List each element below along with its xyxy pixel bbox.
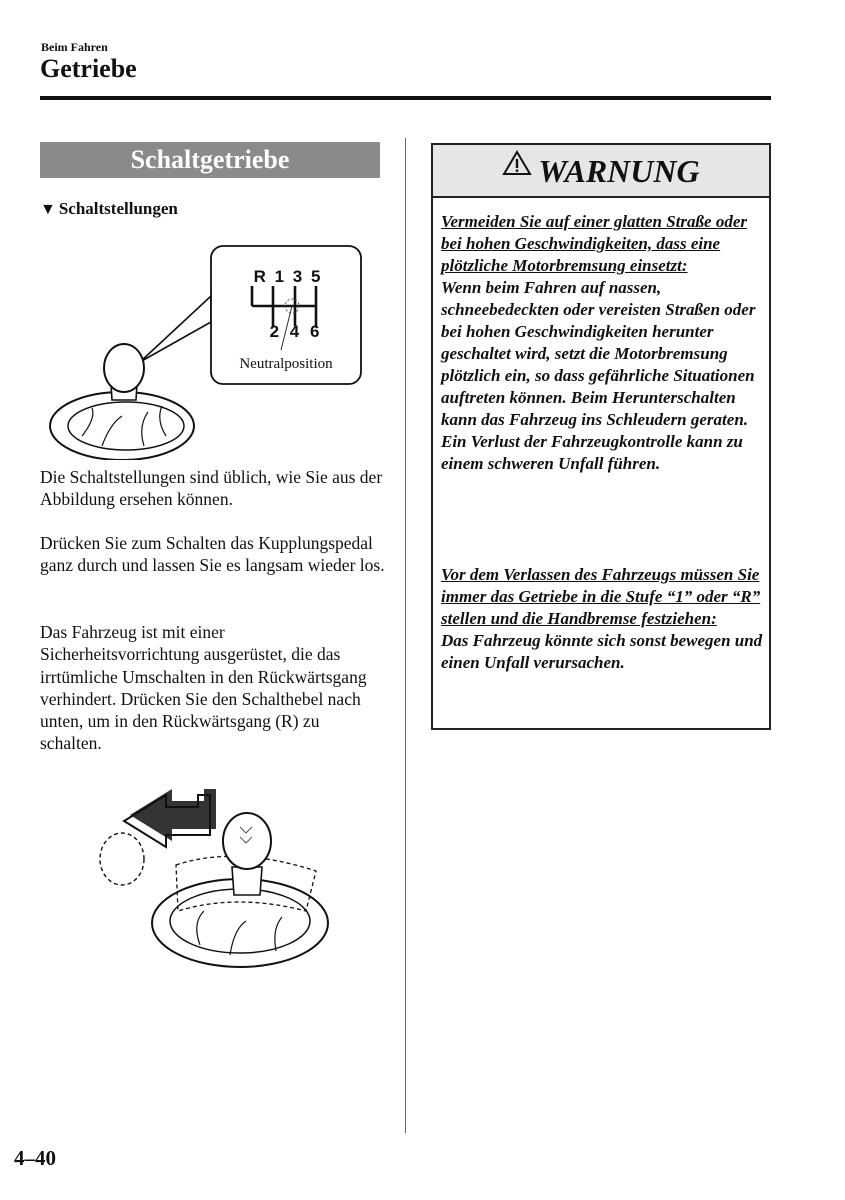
warning-item-body: Das Fahrzeug könnte sich sonst bewegen und einen Unfall verursachen. — [441, 631, 763, 672]
shift-knob — [223, 813, 271, 869]
reverse-gear-figure — [90, 775, 330, 975]
column-divider — [405, 138, 406, 1133]
shift-knob — [104, 344, 144, 392]
warning-item — [441, 211, 766, 475]
gear-top-labels: R 1 3 5 — [253, 267, 323, 286]
callout-pointer — [140, 296, 211, 362]
page-number: 4–40 — [14, 1146, 56, 1170]
warning-item-heading: Vermeiden Sie auf einer glatten Straße oder bei hohen Geschwindigkeiten, dass eine plötzliche Motorbremsung einsetzt: — [441, 212, 747, 275]
running-header-section: Beim Fahren — [41, 40, 108, 54]
warning-item-body: Wenn beim Fahren auf nassen, schneebedeckten oder vereisten Straßen oder bei hohen Geschwindigkeiten herunter geschaltet wird, setzt die Motorbremsung plötzlich ein, so dass gefährliche Situationen auftreten können. Beim Herunterschalten kann das Fahrzeug ins Schleudern geraten. Ein Verlust der Fahrzeugkontrolle kann zu einem schweren Unfall führen. — [441, 278, 756, 473]
shift-lever-shaft — [232, 867, 262, 895]
warning-header — [433, 145, 769, 198]
subsection-marker: ▼ — [40, 201, 56, 218]
section-title-bar: Schaltgetriebe — [40, 142, 380, 178]
shift-boot-inner — [170, 889, 310, 953]
body-paragraph: Die Schaltstellungen sind üblich, wie Sie aus der Abbildung ersehen können. — [40, 467, 383, 510]
body-paragraph: Das Fahrzeug ist mit einer Sicherheitsvorrichtung ausgerüstet, die das irrtümliche Umschalten in den Rückwärtsgang verhindert. Drücken Sie den Schalthebel nach unten, um in den Rückwärtsgang (R) zu schalten. — [40, 622, 367, 754]
shift-boot-inner — [68, 402, 184, 450]
subsection-title: Schaltstellungen — [58, 199, 178, 218]
shift-pattern-figure — [40, 240, 370, 460]
gear-bottom-labels: 2 4 6 — [269, 322, 323, 341]
warning-triangle-icon — [502, 146, 532, 197]
subsection-heading — [40, 199, 178, 219]
warning-item-heading: Vor dem Verlassen des Fahrzeugs müssen Sie immer das Getriebe in die Stufe “1” oder “R” stellen und die Handbremse festziehen: — [441, 565, 761, 628]
header-rule — [40, 96, 771, 100]
body-paragraph: Drücken Sie zum Schalten das Kupplungspedal ganz durch und lassen Sie es langsam wieder los. — [40, 533, 385, 576]
neutral-position-label: Neutralposition — [239, 356, 333, 372]
warning-item — [441, 564, 766, 674]
ghost-knob-left — [100, 833, 144, 885]
warning-title: WARNUNG — [538, 152, 700, 189]
running-header-title: Getriebe — [40, 54, 137, 83]
